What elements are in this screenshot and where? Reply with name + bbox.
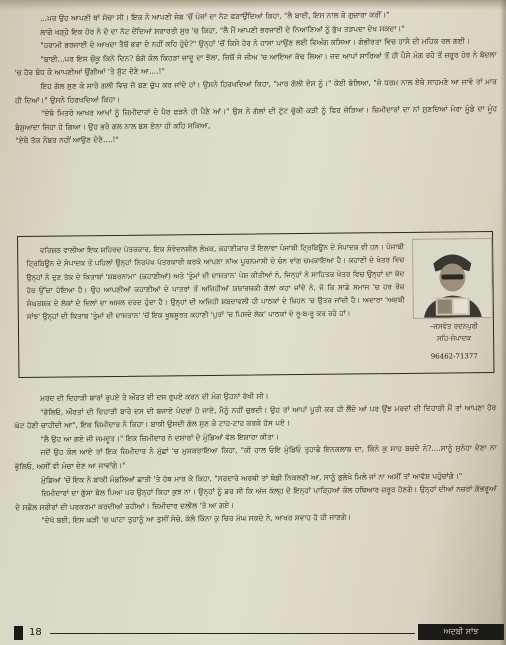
article-text-bottom [14, 387, 497, 528]
paragraph: ...ਪਰ ਉਹ ਆਪਣੀ ਥਾਂ ਸੱਚਾ ਸੀ। ਇਕ ਨੇ ਆਪਣੀ ਜੇਬ 'ਚੋਂ ਪੰਜਾਂ ਦਾ ਨੋਟ ਫੜਾਉਂਦਿਆਂ ਕਿਹਾ, "ਲੈ ਬਾਈ, ਇਸ ਨਾਲ ਕੇ ਗੁਜ਼ਾਰਾ ਕਰੀਂ।" [40, 10, 390, 23]
page-edge-shadow [500, 0, 506, 645]
paragraph: ਮੁੰਡਿਆਂ 'ਚੋਂ ਇਕ ਨੇ ਬਾਕੀ ਮੰਡਲਿਆਂ ਛਾਤੀ 'ਤੇ ਹੱਥ ਮਾਰ ਕੇ ਕਿਹਾ, "ਸਰਦਾਰੋ ਅਰਥੀ ਤਾਂ ਥੋਡੀ ਨਿਕਲਣੀ ਆ, ਸਾਨੂੰ ਭੁਲੇਖੇ ਮਿਲੇ ਜਾਂ ਨਾ ਅਸੀਂ ਤਾਂ ਆਵੱਸ਼ ਪਹੁੰਚਾਂਗੇ।" [40, 470, 463, 485]
paragraph: ਲਾਗੇ ਖੜ੍ਹੇ ਇਕ ਹੋਰ ਨੇ ਦੋ ਦਾ ਨੋਟ ਦੇਂਦਿਆਂ ਸ਼ਰਾਰਤੀ ਸੁਰ 'ਚ ਕਿਹਾ, "ਲੈ ਮੈਂ ਆਪਣੀ ਭਰਜਾਈ ਦੇ ਨਿਆਣਿਆਂ ਨੂੰ ਭੁੱਖ ਤੜਪਦਾ ਦੇਖ ਸਕਦਾ।" [40, 23, 405, 37]
paragraph: "ਏਥੇ ਮਿਤਰੋ ਆਖਰ ਆਖਾਂ ਨੂੰ ਜ਼ਿਮੀਦਾਰਾਂ ਦੇ ਪੈਰ ਫੜਨੇ ਹੀ ਪੈਣੇ ਆਂ।" ਉਸ ਨੇ ਗੱਲਾਂ ਦੀ ਟੁੱਟ ਚੁੱਕੀ ਕੜੀ ਨੂੰ ਫਿਰ ਜੋੜਿਆ। ਜ਼ਿਮੀਦਾਰਾਂ ਦਾ ਨਾਂ ਸੁਣਦਿਆਂ ਮੇਰਾ ਮੂੰਡੇ ਦਾ ਮੂੰਹ ਬੇਸੁਆਦਾ ਜਿਹਾ ਹੋ ਗਿਆ। ਉਹ ਭਰੇ ਗਲ ਨਾਲ ਬਸ ਏਨਾ ਹੀ ਕਹਿ ਸਕਿਆ, [15, 104, 498, 132]
author-photo [412, 238, 493, 319]
author-name: –ਜਸਵੰਤ ਰਦਨਪੁਰੀ [429, 322, 479, 331]
magazine-name: ਅਦਬੀ ਸਾਂਝ [418, 624, 504, 640]
paragraph: ਇਹ ਗੱਲ ਸੁਣ ਕੇ ਸਾਰੇ ਗਲੀ ਵਿਚ ਜੋ ਬਣ ਚੁੱਪ ਕਰ ਜਾਂਦੇ ਹਾਂ। ਉਸਨੇ ਹਿਰਖਦਿਆਂ ਕਿਹਾ, "ਮਾਰ ਗੋਲੀ ਏਸ ਨੂੰ।" ਕੋਈ ਬੋਲਿਆ, "ਜੇ ਧਰਮ ਨਾਲ ਏਥੇ ਸਾਹਮਣੇ ਆ ਜਾਵੇ ਤਾਂ ਮਾਰ ਹੀ ਦਿਆਂ।" ਉਸਨੇ ਹਿਰਖਦਿਆਂ ਕਿਹਾ। [14, 76, 497, 105]
paragraph: "ਏਥੇ ਤੱਕ ਨੌਬਤ ਨਹੀਂ ਆਉਣ ਦੇਣੇ....!" [15, 135, 119, 146]
paragraph: "ਬਾਈ...ਪਰ ਇਸ ਚੌਕੂ ਕਿਨੇ ਦਿਨ? ਬੰਗੋ ਕੋਲ ਕਿਹੜਾ ਜਾਦੂ ਦਾ ਝੋਲਾ, ਜਿਥੋਂ ਜੋ ਜੀਅ 'ਚ ਆਇਆ ਕੱਢ ਲਿਆ। ਜਦ ਆਪਾਂ ਸਾਰਿਆਂ ਤੋਂ ਹੀ ਪੈਸੇ ਮੰਗ ਰਹੇ ਤੋਂ ਜ਼ਰੂਰ ਹੋਰ ਨੇ ਬੋਦਲਾ 'ਚ ਹੋਰ ਬੰਧ ਕੇ ਆਪਣੀਆਂ ਉਂਗੀਆਂ 'ਤੇ ਸੁੱਟ ਦੇਣੇ ਆ....!" [14, 49, 497, 78]
paragraph: "ਦੇਖੋ ਬਈ, ਇਸ ਘੜੀ 'ਚ ਘਾਟਾ ਤੁਹਾਨੂੰ ਆ ਤੁਸੀਂ ਸੋਚੋ, ਕੱਲੇ ਕਿੰਨਾ ਕੁ ਚਿਰ ਮੱਘ ਸਕਦੇ ਨੇ, ਆਖਰ ਸਵਾਹ ਹੋ ਹੀ ਜਾਣਗੇ। [41, 512, 352, 526]
footer-marker [14, 626, 23, 640]
author-role: ਸਹਿ-ਸੰਪਾਦਕ [436, 334, 472, 343]
paragraph: ਮਰਦ ਦੀ ਦਿਹਾੜੀ ਬਾਰਾਂ ਰੁਪਏ ਤੇ ਔਰਤ ਦੀ ਦਸ ਰੁਪਏ ਕਰਨ ਦੀ ਮੰਗ ਉਹਨਾਂ ਰੱਖੀ ਸੀ। [40, 391, 269, 403]
author-caption [415, 320, 493, 363]
paragraph: "ਲੈ ਉਹ ਆ ਗਏ ਜੀ ਜਮਦੂਤ।" ਇਕ ਜ਼ਿਮੀਦਾਰ ਨੇ ਦਸਾਰਾਂ ਦੇ ਮੁੰਡਿਆਂ ਵੱਲ ਇਸ਼ਾਰਾ ਕੀਤਾ। [40, 432, 279, 444]
paragraph: "ਭੋਲਿਓ, ਔਰਤਾਂ ਦੀ ਦਿਹਾੜੀ ਬਾਰੇ ਦਸ ਦੀ ਬਜਾਏ ਪੰਦਰਾਂ ਹੋ ਜਾਏ, ਮੈਨੂੰ ਨਹੀਂ ਚੁਭਦੀ। ਉਹ ਤਾਂ ਆਪਾਂ ਪੂਰੀ ਕਰ ਹੀ ਲੈਂਦੇ ਆਂ ਪਰ ਉਂਝ ਮਰਦਾਂ ਦੀ ਦਿਹਾੜੀ ਮੈਂ ਤਾਂ ਆਪਣਾ ਹੋਰ ਘੱਟ ਹੋਣੀ ਚਾਹੀਦੀ ਆ", ਇਕ ਜ਼ਿਮੀਦਾਰ ਨੇ ਕਿਹਾ। ਬਾਕੀ ਉਸਦੀ ਗੱਲ ਸੁਣ ਕੇ ਟਾਹ-ਟਾਹ ਕਰਕੇ ਹੱਸ ਪਏ। [14, 402, 497, 431]
author-portrait-icon [413, 239, 492, 318]
footer-divider [50, 633, 415, 634]
page-number: 18 [29, 627, 42, 638]
bio-text: ਵਰਿਸ਼ਠ ਵਾਲੀਆ ਇਕ ਸ਼ਹਿਰਦ ਪੱਤਰਕਾਰ, ਇਕ ਸੰਵੇਦਨਸ਼ੀਲ ਲੇਖਕ, ਕਹਾਣੀਕਾਰ ਤੋਂ ਇਲਾਵਾ ਪੰਜਾਬੀ ਟ੍ਰਿਬਿਊਨ ਦੇ ਸੰਪਾਦਕ ਵੀ ਹਨ। ਪੰਜਾਬੀ ਟ੍ਰਿਬਿਊਨ ਦੇ ਸੰਪਾਦਕ ਤੋਂ ਪਹਿਲਾਂ ਉਨ੍ਹਾਂ ਨਿਰਪੱਖ ਪੱਤਰਕਾਰੀ ਕਰਕੇ ਆਪਣਾ ਨਾਂਅ ਪੂਰਨਮਾਸੀ ਦੇ ਚੰਨ ਵਾਂਗ ਚਮਕਾਇਆ ਹੈ। ਕਹਾਣੀ ਦੇ ਖੇਤਰ ਵਿਚ ਉਨ੍ਹਾਂ ਨੇ ਦੁਣ ਤੱਕ ਦੋ ਕਿਤਾਬਾਂ 'ਸ਼ਬਰਨਾਮਾ' (ਕਹਾਣੀਆਂ) ਅਤੇ 'ਤੁੰਮਾਂ ਦੀ ਦਾਸਤਾਨ' ਪੇਸ਼ ਕੀਤੀਆਂ ਨੇ, ਜਿਨ੍ਹਾਂ ਨੇ ਸਾਹਿਤਕ ਖੇਤਰ ਵਿਚ ਉਨ੍ਹਾਂ ਦਾ ਕੱਦ ਹੋਰ ਉੱਚਾ ਹੋਇਆ ਹੈ। ਉਹ ਆਪਣੀਆਂ ਕਹਾਣੀਆਂ ਦੇ ਪਾਤਰਾਂ ਤੋਂ ਅਜਿਹੀਆਂ ਯਥਾਰਥਕੀ ਗੱਲਾਂ ਕਹਾ ਜਾਂਦੇ ਨੇ, ਜੋ ਕਿ ਸਾਡੇ ਸਮਾਜ 'ਚ ਹਰ ਰੋਜ਼ ਸੰਘਰਸ਼ਕ ਦੇ ਲੋਕਾਂ ਦੇ ਦਿਲਾਂ ਦਾ ਅਸਲ ਦਰਦ ਹੁੰਦਾ ਹੈ। ਉਨ੍ਹਾਂ ਦੀ ਅਜਿਹੀ ਸ਼ਬਦਾਵਲੀ ਹੀ ਪਾਠਕਾਂ ਦੇ ਜ਼ਿਹਨ 'ਚ ਉਤਰ ਜਾਂਦੀ ਹੈ। ਅਦਾਰਾ 'ਅਦਬੀ ਸਾਂਝ' ਉਨ੍ਹਾਂ ਦੀ ਕਿਤਾਬ 'ਤੁੰਮਾਂ ਦੀ ਦਾਸਤਾਨ' 'ਚੋਂ ਇਕ ਖੂਬਸੂਰਤ ਕਹਾਣੀ 'ਪੁਤਾਂ 'ਚ ਪਿਸਦੇ ਲੋਕ' ਪਾਠਕਾਂ ਦੇ ਰੂ-ਬ-ਰੂ ਕਰ ਰਹੇ ਹਾਂ। [26, 241, 405, 322]
paragraph: ਜਦੋਂ ਉਹ ਕੋਲ ਆਏ ਤਾਂ ਇਕ ਜ਼ਿਮੀਦਾਰ ਨੇ ਮੁੱਛਾਂ 'ਚ ਮੁਸਕਰਾਇਆ ਕਿਹਾ, "ਕੀ ਹਾਲ ਓਇ ਮੁੰਡਿਓ ਤੁਹਾਡੇ ਇਨਕਲਾਬ ਦਾ, ਕਿੰਨੇ ਕੁ ਸਾਹ ਬਚਦੇ ਨੇ?....ਸਾਨੂੰ ਸੁਨੇਹਾ ਦੇਣਾ ਨਾ ਭੁੱਲਿਓ, ਅਸੀਂ ਵੀ ਮੰਚਾ ਦੇਣ ਆ ਜਾਵਾਂਗੇ।" [14, 443, 497, 471]
author-bio-box [17, 231, 494, 378]
paragraph: ਜ਼ਿਮੀਦਾਰਾਂ ਦਾ ਗੁੱਸਾ ਬੋਲ ਪਿਆ ਪਰ ਉਨ੍ਹਾਂ ਕਿਹਾ ਕੁਝ ਨਾ। ਉਨ੍ਹਾਂ ਨੂੰ ਡਰ ਸੀ ਕਿ ਅੱਜ ਕੱਲ੍ਹ ਦੇ ਇਨ੍ਹਾਂ ਪਾੜ੍ਹਿਆਂ ਕੋਲ ਹਥਿਆਰ ਜ਼ਰੂਰ ਹੋਣਗੇ। ਉਨ੍ਹਾਂ ਦੀਆਂ ਨਜ਼ਰਾਂ ਗੱਭਰੂਆਂ ਦੇ ਸਡੌਲ ਸਰੀਰਾਂ ਦੀ ਪਰਕਰਮਾ ਕਰਦੀਆਂ ਰਹੀਆਂ। ਜ਼ਿਮੀਦਾਰ ਦਲੀਲ 'ਤੇ ਆ ਗਏ। [15, 484, 498, 512]
author-phone: 96462-71377 [430, 352, 478, 361]
paragraph: "ਹਰਾਮੀ ਭਰਜਾਈ ਦੇ ਆਖਦਾ ਤੈਥੋਂ ਭਰਾ ਦੇ ਨਹੀਂ ਕਹਿ ਹੁੰਦੇ?" ਉਨ੍ਹਾਂ 'ਚੋਂ ਕਿਸੇ ਹੋਰ ਨੇ ਹਾਸਾ ਪਾਉਣ ਲਈ ਵਿਅੰਗ ਕਸਿਆ। ਗੰਭੀਰਤਾ ਵਿਚ ਹਾਸੇ ਦੀ ਮਹਿਕ ਰਲ ਗਈ। [40, 36, 470, 50]
article-text-top [14, 7, 497, 148]
